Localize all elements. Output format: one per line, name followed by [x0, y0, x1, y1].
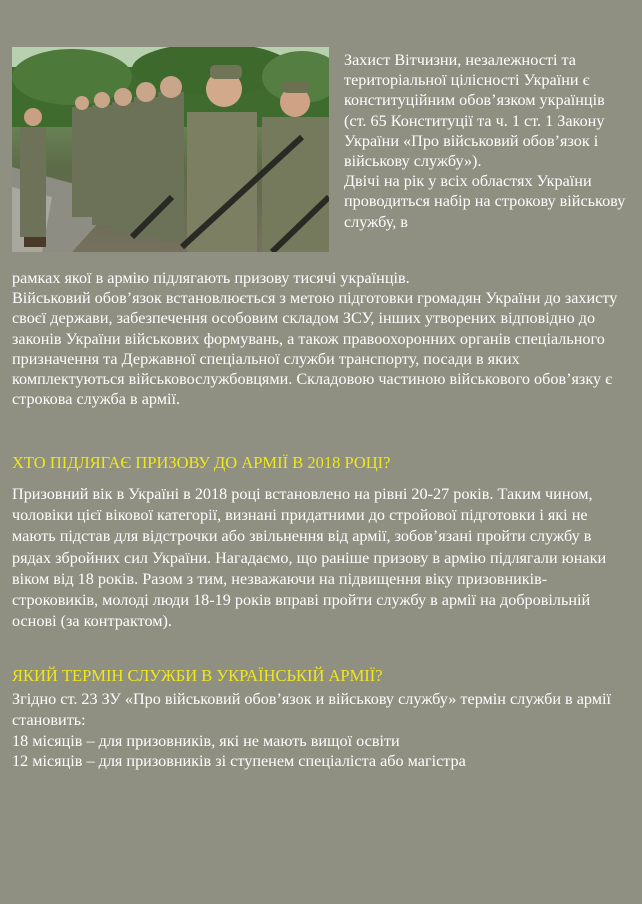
section-service-term-text: [12, 689, 628, 772]
intro-paragraph-1: Захист Вітчизни, незалежності та територіальної цілісності України є конституційним обов’язком українців (ст. 65 Конституції та ч. 1 ст. 1 Закону України «Про військовий обов’язок і військову службу»).: [344, 51, 605, 171]
intro-text: [344, 50, 626, 232]
soldiers-photo: [12, 47, 329, 252]
section-heading-conscription-age: ХТО ПІДЛЯГАЄ ПРИЗОВУ ДО АРМІЇ В 2018 РОЦІ?: [12, 453, 391, 472]
body-paragraph-1: рамках якої в армію підлягають призову тисячі українців.: [12, 269, 410, 287]
service-term-line-18-months: 18 місяців – для призовників, які не мають вищої освіти: [12, 731, 400, 750]
body-text: [12, 268, 628, 409]
service-term-intro: Згідно ст. 23 ЗУ «Про військовий обов’язок и військову службу» термін служби в армії становить:: [12, 690, 612, 729]
intro-paragraph-2: Двічі на рік у всіх областях України проводиться набір на строкову військову службу, в: [344, 172, 626, 231]
section-heading-service-term: ЯКИЙ ТЕРМІН СЛУЖБИ В УКРАЇНСЬКІЙ АРМІЇ?: [12, 666, 383, 685]
section-conscription-age-text: [12, 484, 628, 632]
conscription-age-paragraph: Призовний вік в Україні в 2018 році встановлено на рівні 20-27 років. Таким чином, чоловіки цієї вікової категорії, визнані придатними до стройової підготовки і які не мають підстав для відстрочки або звільнення від армії, зобов’язані пройти службу в рядах збройних сил України. Нагадаємо, що раніше призову в армію підлягали юнаки віком від 18 років. Разом з тим, незважаючи на підвищення віку призовників-строковиків, молоді люди 18-19 років вправі пройти службу в армії на добровільній основі (за контрактом).: [12, 485, 607, 631]
service-term-line-12-months: 12 місяців – для призовників зі ступенем спеціаліста або магістра: [12, 752, 466, 771]
body-paragraph-2: Військовий обов’язок встановлюється з метою підготовки громадян України до захисту своєї держави, забезпечення особовим складом ЗСУ, інших утворених відповідно до законів України військових формувань, а також правоохоронних органів спеціального призначення та Державної спеціальної служби транспорту, посади в яких комплектуються військовослужбовцями. Складовою частиною військового обов’язку є строкова служба в армії.: [12, 289, 618, 409]
soldiers-illustration: [12, 47, 329, 252]
